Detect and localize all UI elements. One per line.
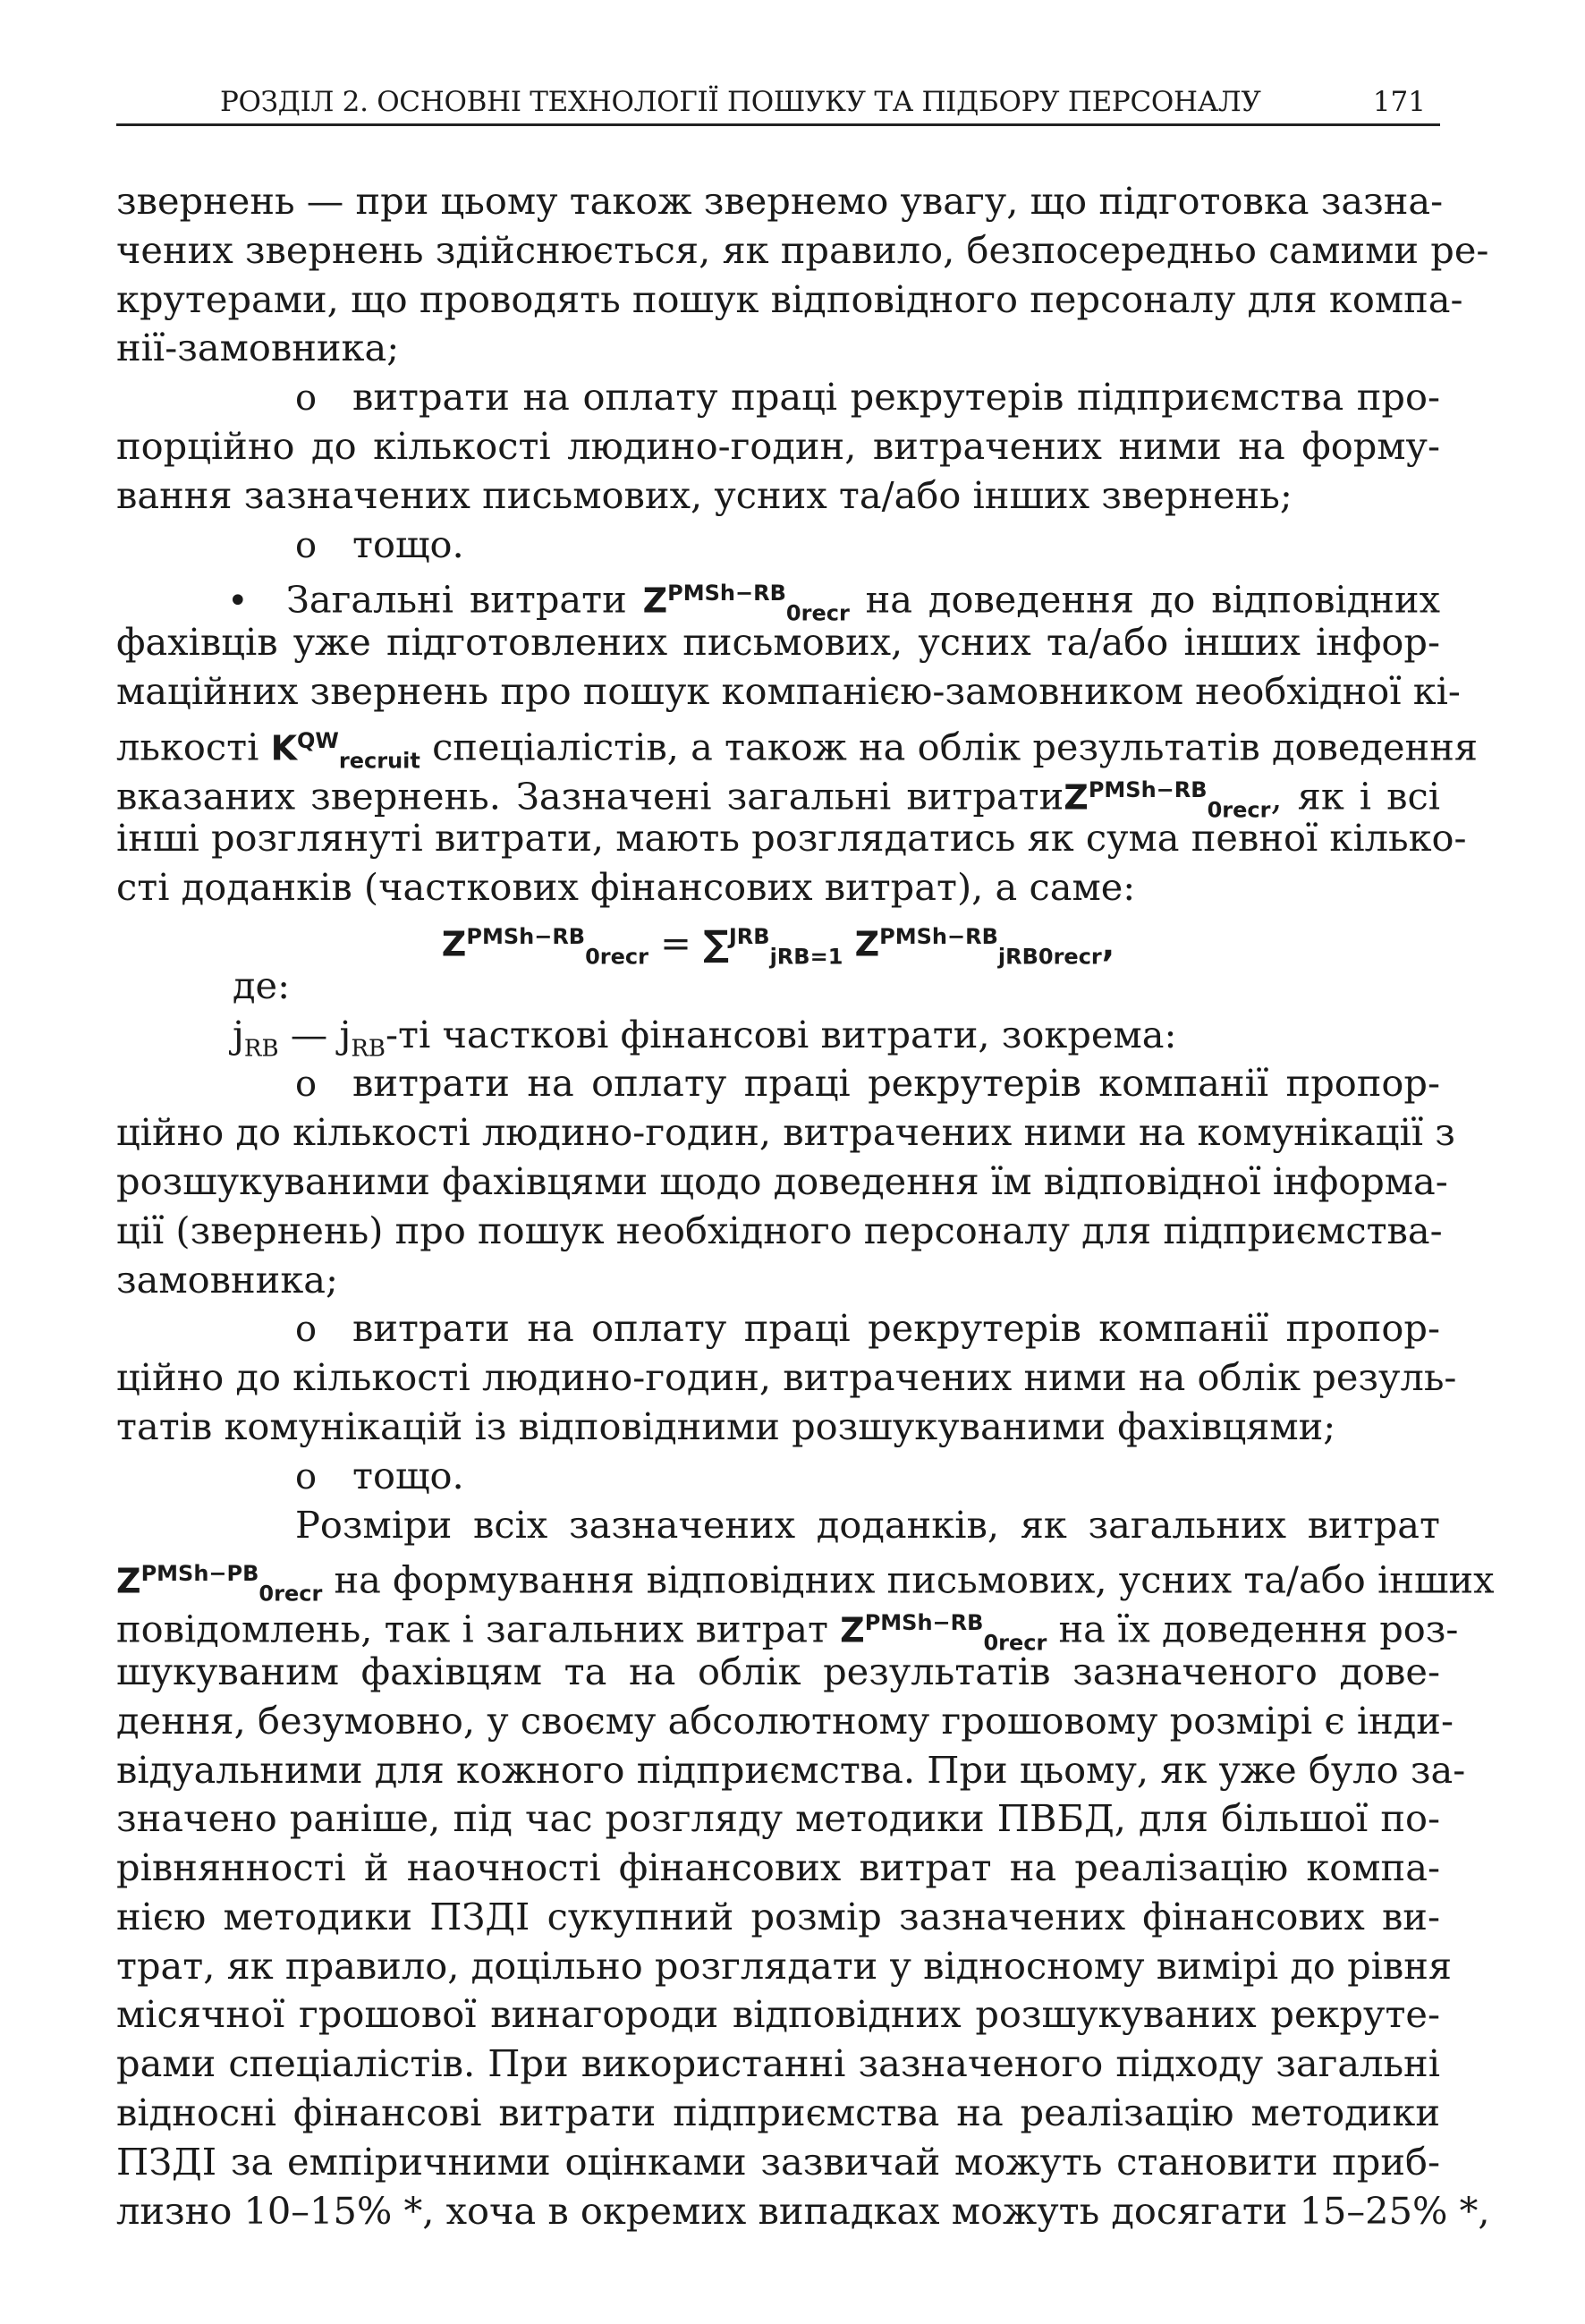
list-item: o тощо.: [116, 1452, 1440, 1501]
text-line: замовника;: [116, 1257, 338, 1302]
text-line: сті доданків (часткових фінансових витрат), а саме:: [116, 865, 1136, 910]
list-item: o тощо.: [116, 521, 1440, 570]
text-line: відуальними для кожного підприємства. При цьому, як уже було за-: [116, 1747, 1466, 1792]
circle-bullet-icon: o: [295, 377, 318, 420]
text-line: розшукуваними фахівцями щодо доведення їм відповідної інформа-: [116, 1158, 1448, 1203]
math-z-rb: $Z^{PMSh-RB}_{0recr}$: [840, 1610, 1047, 1656]
text-line: лькості $K^{QW}_{recruit}$ спеціалістів, а також на облік результатів доведення: [116, 717, 1440, 766]
text-line: повідомлень, так і загальних витрат $Z^{PMSh-RB}_{0recr}$ на їх доведення роз-: [116, 1599, 1440, 1648]
text-line: Розміри всіх зазначених доданків, як загальних витрат: [295, 1502, 1440, 1547]
circle-bullet-icon: o: [295, 524, 318, 566]
text-line: чених звернень здійснюється, як правило, безпосередньо самими ре-: [116, 227, 1489, 272]
text-line: порційно до кількості людино-годин, витрачених ними на форму-: [116, 423, 1440, 468]
page-number: 171: [1372, 86, 1426, 118]
dot-bullet-icon: •: [227, 581, 249, 623]
text-line: інші розглянуті витрати, мають розглядатись як сума певної кілько-: [116, 816, 1467, 861]
text-line: шукуваним фахівцям та на облік результатів зазначеного дове-: [116, 1649, 1440, 1693]
circle-bullet-icon: o: [295, 1309, 318, 1351]
text-line: лизно 10–15% *, хоча в окремих випадках можуть досягати 15–25% *,: [116, 2188, 1490, 2233]
text-line: нією методики ПЗДІ сукупний розмір зазначених фінансових ви-: [116, 1894, 1440, 1938]
text-line: значено раніше, під час розгляду методики ПВБД, для більшої по-: [116, 1796, 1440, 1841]
text-line: рами спеціалістів. При використанні зазначеного підходу загальні: [116, 2041, 1440, 2086]
text-line: ПЗДІ за емпіричними оцінками зазвичай можуть становити приб-: [116, 2139, 1440, 2184]
text-line: $Z^{PMSh-PB}_{0recr}$ на формування відповідних письмових, усних та/або інших: [116, 1549, 1440, 1599]
text-line: трат, як правило, доцільно розглядати у відносному вимірі до рівня: [116, 1943, 1453, 1988]
text-line: нії-замовника;: [116, 326, 400, 370]
list-item: • Загальні витрати $Z^{PMSh-RB}_{0recr}$ на доведення до відповідних: [116, 569, 1440, 618]
math-z-pb: $Z^{PMSh-PB}_{0recr}$: [116, 1561, 323, 1607]
list-item: o витрати на оплату праці рекрутерів підприємства про-: [116, 373, 1440, 422]
math-z-rb: $Z^{PMSh-RB}_{0recr}$: [1064, 776, 1271, 822]
text-line: вання зазначених письмових, усних та/або інших звернень;: [116, 472, 1293, 517]
text-line: $j_{RB}$ — $j_{RB}-ті$ часткові фінансові витрати, зокрема:: [233, 1012, 1177, 1062]
math-k-qw: $K^{QW}_{recruit}$: [270, 727, 420, 774]
text-line: ції (звернень) про пошук необхідного персоналу для підприємства-: [116, 1208, 1443, 1252]
text-line: ційно до кількості людино-годин, витрачених ними на комунікації з: [116, 1110, 1455, 1155]
circle-bullet-icon: o: [295, 1064, 318, 1106]
text-line: ційно до кількості людино-годин, витрачених ними на облік резуль-: [116, 1355, 1457, 1400]
text-line: місячної грошової винагороди відповідних розшукуваних рекруте-: [116, 1992, 1440, 2037]
text-line: маційних звернень про пошук компанією-замовником необхідної кі-: [116, 668, 1461, 713]
math-z-rb: $Z^{PMSh-RB}_{0recr}$: [642, 581, 850, 626]
page-body: [116, 177, 1495, 2235]
text-line: де:: [233, 963, 291, 1007]
chapter-title: РОЗДІЛ 2. ОСНОВНІ ТЕХНОЛОГІЇ ПОШУКУ ТА ПІДБОРУ ПЕРСОНАЛУ: [220, 86, 1261, 118]
sum-sign-icon: ∑: [703, 923, 729, 965]
text-line: крутерами, що проводять пошук відповідного персоналу для компа-: [116, 276, 1463, 321]
list-item: o витрати на оплату праці рекрутерів компанії пропор-: [116, 1304, 1440, 1353]
text-line: фахівців уже підготовлених письмових, усних та/або інших інфор-: [116, 620, 1440, 665]
text-line: вказаних звернень. Зазначені загальні витратиZ$^{PMSh-RB}_{0recr}$, як і всі: [116, 766, 1440, 815]
list-item: o витрати на оплату праці рекрутерів компанії пропор-: [116, 1059, 1440, 1108]
text-line: дення, безумовно, у своєму абсолютному грошовому розмірі є інди-: [116, 1698, 1454, 1743]
text-line: татів комунікацій із відповідними розшукуваними фахівцями;: [116, 1404, 1336, 1448]
text-line: відносні фінансові витрати підприємства на реалізацію методики: [116, 2091, 1440, 2135]
text-line: звернень — при цьому також звернемо увагу, що підготовка зазна-: [116, 179, 1444, 223]
text-line: рівнянності й наочності фінансових витрат на реалізацію компа-: [116, 1845, 1440, 1890]
running-header: [116, 79, 1440, 126]
circle-bullet-icon: o: [295, 1455, 318, 1497]
sum-formula: $Z^{PMSh-RB}_{0recr} = \sum^{JRB}_{jRB=1}$ $Z^{PMSh-RB}_{jRB0recr}$,: [441, 920, 1115, 970]
